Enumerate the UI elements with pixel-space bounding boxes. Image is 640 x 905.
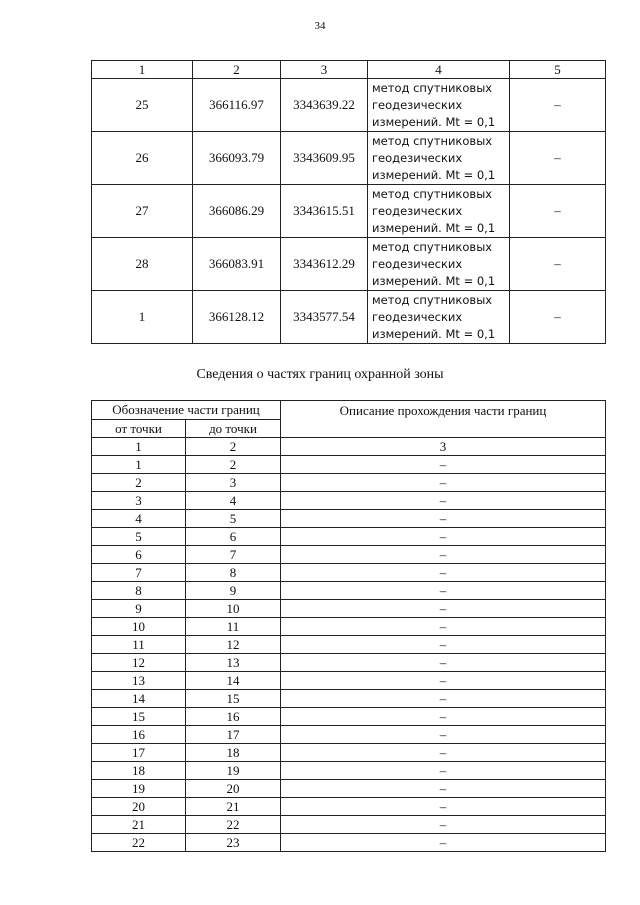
from-point-cell: 5 <box>92 528 186 546</box>
to-point-cell: 23 <box>186 834 281 852</box>
table-row <box>92 238 606 291</box>
y-coordinate-cell: 3343615.51 <box>281 185 368 238</box>
x-coordinate-cell: 366086.29 <box>193 185 281 238</box>
from-point-cell: 15 <box>92 708 186 726</box>
from-point-cell: 10 <box>92 618 186 636</box>
table-row <box>92 132 606 185</box>
to-point-cell: 16 <box>186 708 281 726</box>
table-row <box>92 600 606 618</box>
table-row <box>92 690 606 708</box>
description-cell: – <box>281 690 606 708</box>
description-cell: – <box>281 744 606 762</box>
method-line: измерений. Mt = 0,1 <box>372 114 496 129</box>
header-to-point: до точки <box>186 420 281 438</box>
table-row <box>92 582 606 600</box>
numbering-cell: 2 <box>186 438 281 456</box>
method-cell <box>368 79 510 132</box>
from-point-cell: 4 <box>92 510 186 528</box>
x-coordinate-cell: 366083.91 <box>193 238 281 291</box>
description-cell: – <box>281 456 606 474</box>
header-from-point: от точки <box>92 420 186 438</box>
to-point-cell: 21 <box>186 798 281 816</box>
to-point-cell: 5 <box>186 510 281 528</box>
table-row <box>92 510 606 528</box>
table-row <box>92 618 606 636</box>
header-col-2: 2 <box>193 61 281 79</box>
point-cell: 1 <box>92 291 193 344</box>
to-point-cell: 2 <box>186 456 281 474</box>
to-point-cell: 8 <box>186 564 281 582</box>
description-cell: – <box>281 528 606 546</box>
description-cell: – <box>281 582 606 600</box>
y-coordinate-cell: 3343612.29 <box>281 238 368 291</box>
table-row <box>92 672 606 690</box>
x-coordinate-cell: 366116.97 <box>193 79 281 132</box>
header-col-5: 5 <box>510 61 606 79</box>
method-line: измерений. Mt = 0,1 <box>372 273 496 288</box>
coordinates-table <box>91 60 606 344</box>
table-row <box>92 726 606 744</box>
from-point-cell: 16 <box>92 726 186 744</box>
from-point-cell: 6 <box>92 546 186 564</box>
table-row <box>92 492 606 510</box>
description-cell: – <box>281 726 606 744</box>
method-line: геодезических <box>372 203 463 218</box>
coordinates-table-header-row <box>92 61 606 79</box>
description-cell: – <box>281 834 606 852</box>
table-row <box>92 816 606 834</box>
header-designation: Обозначение части границ <box>92 401 281 420</box>
method-cell <box>368 238 510 291</box>
description-cell: – <box>281 600 606 618</box>
to-point-cell: 7 <box>186 546 281 564</box>
to-point-cell: 17 <box>186 726 281 744</box>
description-cell: – <box>281 546 606 564</box>
method-line: геодезических <box>372 97 463 112</box>
method-line: геодезических <box>372 309 463 324</box>
to-point-cell: 4 <box>186 492 281 510</box>
method-cell <box>368 291 510 344</box>
point-cell: 27 <box>92 185 193 238</box>
method-line: метод спутниковых <box>372 133 493 148</box>
table-row <box>92 456 606 474</box>
to-point-cell: 20 <box>186 780 281 798</box>
to-point-cell: 6 <box>186 528 281 546</box>
from-point-cell: 1 <box>92 456 186 474</box>
from-point-cell: 22 <box>92 834 186 852</box>
table-row <box>92 185 606 238</box>
method-line: измерений. Mt = 0,1 <box>372 326 496 341</box>
y-coordinate-cell: 3343577.54 <box>281 291 368 344</box>
description-cell: – <box>281 510 606 528</box>
numbering-cell: 1 <box>92 438 186 456</box>
description-cell: – <box>281 762 606 780</box>
header-col-1: 1 <box>92 61 193 79</box>
method-line: геодезических <box>372 256 463 271</box>
from-point-cell: 8 <box>92 582 186 600</box>
from-point-cell: 2 <box>92 474 186 492</box>
table-row <box>92 79 606 132</box>
to-point-cell: 15 <box>186 690 281 708</box>
description-cell: – <box>281 564 606 582</box>
numbering-cell: 3 <box>281 438 606 456</box>
from-point-cell: 19 <box>92 780 186 798</box>
to-point-cell: 14 <box>186 672 281 690</box>
parts-header-row <box>92 401 606 420</box>
y-coordinate-cell: 3343609.95 <box>281 132 368 185</box>
note-cell: – <box>510 291 606 344</box>
x-coordinate-cell: 366128.12 <box>193 291 281 344</box>
table-row <box>92 636 606 654</box>
table-row <box>92 762 606 780</box>
table-row <box>92 564 606 582</box>
from-point-cell: 13 <box>92 672 186 690</box>
y-coordinate-cell: 3343639.22 <box>281 79 368 132</box>
from-point-cell: 17 <box>92 744 186 762</box>
to-point-cell: 9 <box>186 582 281 600</box>
from-point-cell: 18 <box>92 762 186 780</box>
table-row <box>92 474 606 492</box>
to-point-cell: 10 <box>186 600 281 618</box>
method-line: метод спутниковых <box>372 80 493 95</box>
to-point-cell: 11 <box>186 618 281 636</box>
note-cell: – <box>510 132 606 185</box>
to-point-cell: 18 <box>186 744 281 762</box>
method-line: геодезических <box>372 150 463 165</box>
method-line: измерений. Mt = 0,1 <box>372 167 496 182</box>
table-row <box>92 291 606 344</box>
point-cell: 28 <box>92 238 193 291</box>
description-cell: – <box>281 816 606 834</box>
header-description: Описание прохождения части границ <box>281 401 606 438</box>
method-line: метод спутниковых <box>372 239 493 254</box>
x-coordinate-cell: 366093.79 <box>193 132 281 185</box>
table-row <box>92 744 606 762</box>
description-cell: – <box>281 492 606 510</box>
from-point-cell: 3 <box>92 492 186 510</box>
table-row <box>92 834 606 852</box>
from-point-cell: 14 <box>92 690 186 708</box>
table-row <box>92 654 606 672</box>
boundary-parts-table <box>91 400 606 852</box>
point-cell: 26 <box>92 132 193 185</box>
method-line: метод спутниковых <box>372 292 493 307</box>
numbering-row <box>92 438 606 456</box>
table-row <box>92 780 606 798</box>
note-cell: – <box>510 185 606 238</box>
description-cell: – <box>281 618 606 636</box>
table-row <box>92 546 606 564</box>
from-point-cell: 20 <box>92 798 186 816</box>
method-line: измерений. Mt = 0,1 <box>372 220 496 235</box>
description-cell: – <box>281 654 606 672</box>
to-point-cell: 19 <box>186 762 281 780</box>
to-point-cell: 12 <box>186 636 281 654</box>
note-cell: – <box>510 79 606 132</box>
table-row <box>92 798 606 816</box>
to-point-cell: 3 <box>186 474 281 492</box>
description-cell: – <box>281 780 606 798</box>
to-point-cell: 13 <box>186 654 281 672</box>
from-point-cell: 21 <box>92 816 186 834</box>
from-point-cell: 12 <box>92 654 186 672</box>
from-point-cell: 7 <box>92 564 186 582</box>
point-cell: 25 <box>92 79 193 132</box>
to-point-cell: 22 <box>186 816 281 834</box>
note-cell: – <box>510 238 606 291</box>
from-point-cell: 11 <box>92 636 186 654</box>
table-row <box>92 528 606 546</box>
description-cell: – <box>281 708 606 726</box>
method-cell <box>368 185 510 238</box>
description-cell: – <box>281 636 606 654</box>
method-line: метод спутниковых <box>372 186 493 201</box>
from-point-cell: 9 <box>92 600 186 618</box>
section-title: Сведения о частях границ охранной зоны <box>196 367 444 382</box>
header-col-3: 3 <box>281 61 368 79</box>
description-cell: – <box>281 798 606 816</box>
method-cell <box>368 132 510 185</box>
table-row <box>92 708 606 726</box>
page-number: 34 <box>314 20 326 32</box>
header-col-4: 4 <box>368 61 510 79</box>
description-cell: – <box>281 474 606 492</box>
description-cell: – <box>281 672 606 690</box>
